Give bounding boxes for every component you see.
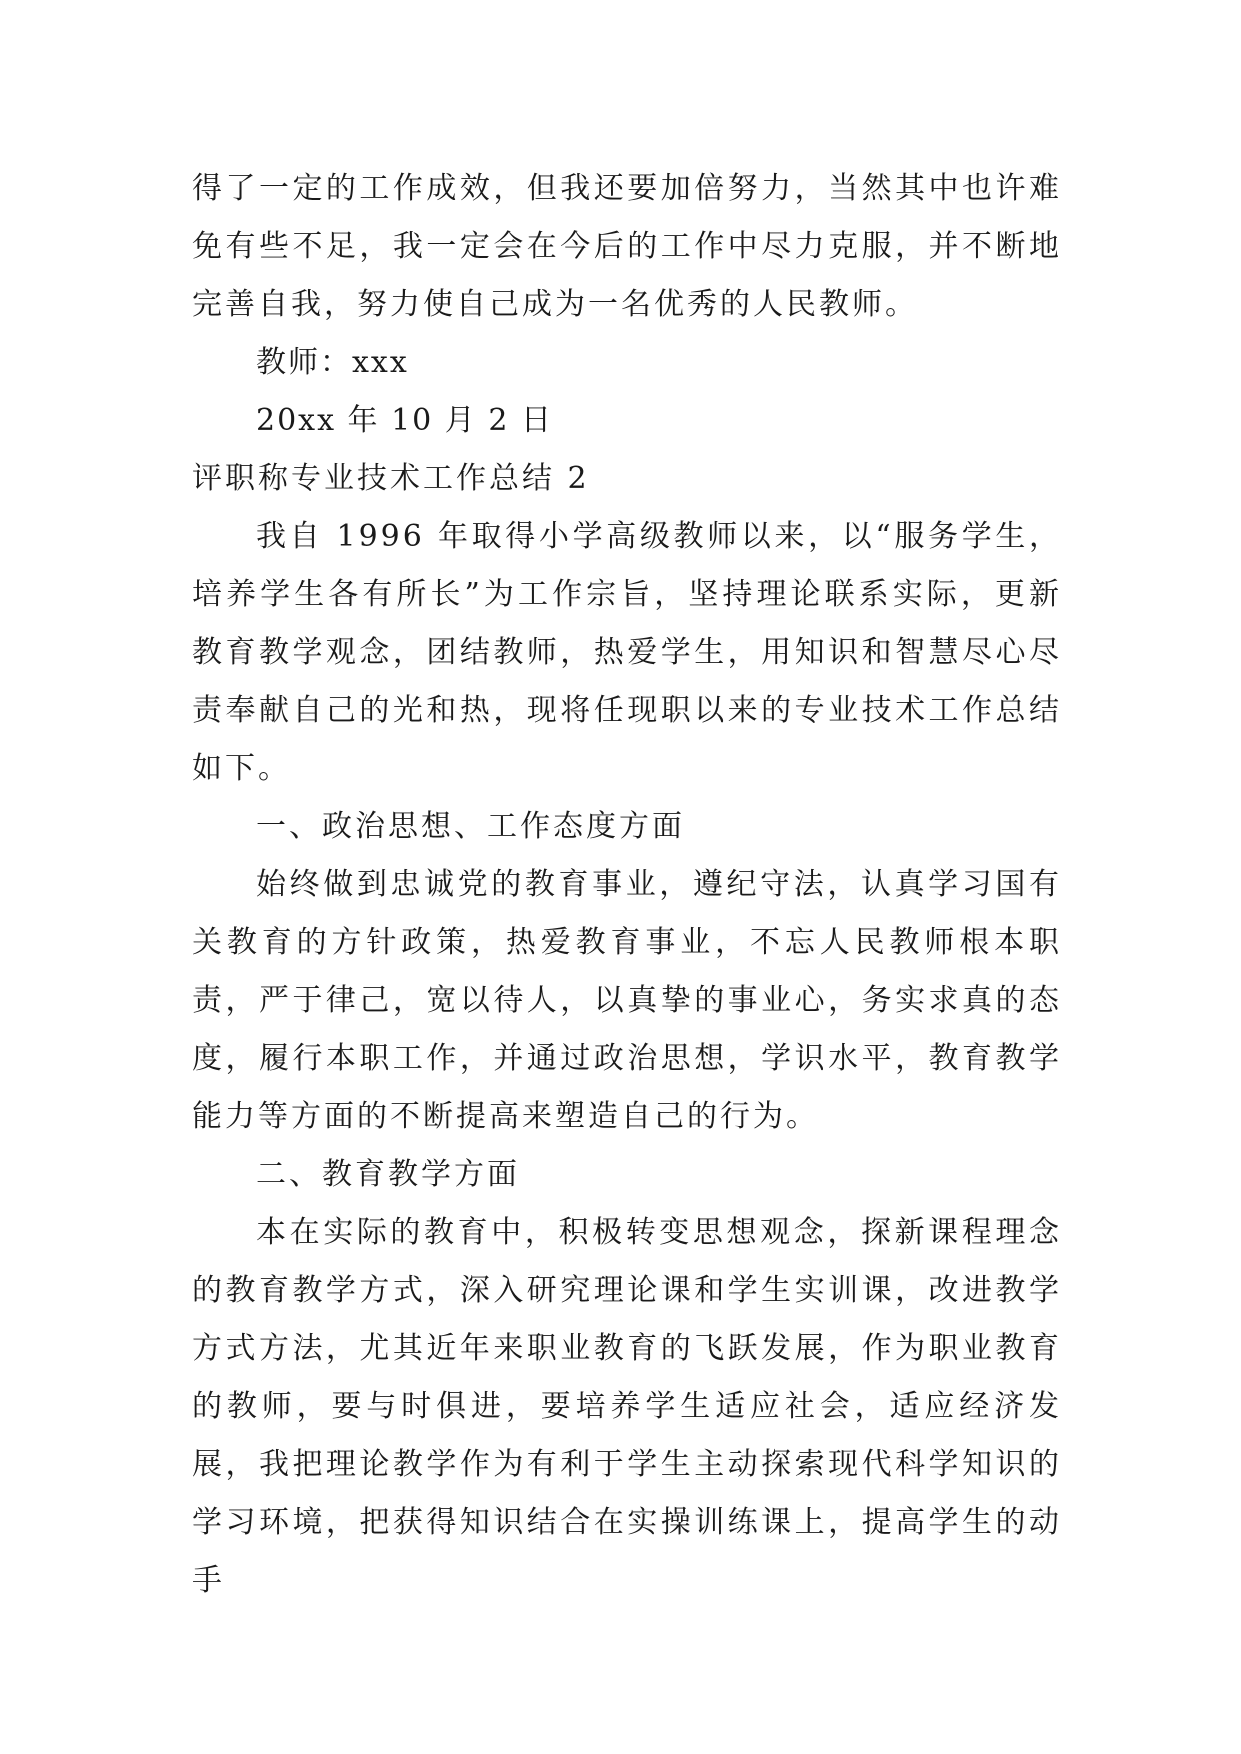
document-body xyxy=(192,160,1062,1610)
subheading-teaching: 二、教育教学方面 xyxy=(256,1157,520,1192)
paragraph-conclusion: 得了一定的工作成效，但我还要加倍努力，当然其中也许难免有些不足，我一定会在今后的工作中尽力克服，并不断地完善自我，努力使自己成为一名优秀的人民教师。 xyxy=(192,171,1062,322)
signature-date: 20xx 年 10 月 2 日 xyxy=(256,403,553,438)
section-title: 评职称专业技术工作总结 2 xyxy=(192,461,590,496)
subheading-politics: 一、政治思想、工作态度方面 xyxy=(256,809,685,844)
paragraph-politics: 始终做到忠诚党的教育事业，遵纪守法，认真学习国有关教育的方针政策，热爱教育事业，不忘人民教师根本职责，严于律己，宽以待人，以真挚的事业心，务实求真的态度，履行本职工作，并通过政治思想，学识水平，教育教学能力等方面的不断提高来塑造自己的行为。 xyxy=(192,867,1062,1134)
paragraph-teaching: 本在实际的教育中，积极转变思想观念，探新课程理念的教育教学方式，深入研究理论课和学生实训课，改进教学方式方法，尤其近年来职业教育的飞跃发展，作为职业教育的教师，要与时俱进，要培养学生适应社会，适应经济发展，我把理论教学作为有利于学生主动探索现代科学知识的学习环境，把获得知识结合在实操训练课上，提高学生的动手 xyxy=(192,1215,1062,1598)
paragraph-intro: 我自 1996 年取得小学高级教师以来，以“服务学生，培养学生各有所长”为工作宗旨，坚持理论联系实际，更新教育教学观念，团结教师，热爱学生，用知识和智慧尽心尽责奉献自己的光和热，现将任现职以来的专业技术工作总结如下。 xyxy=(192,519,1062,786)
signature-teacher: 教师：xxx xyxy=(256,345,409,380)
